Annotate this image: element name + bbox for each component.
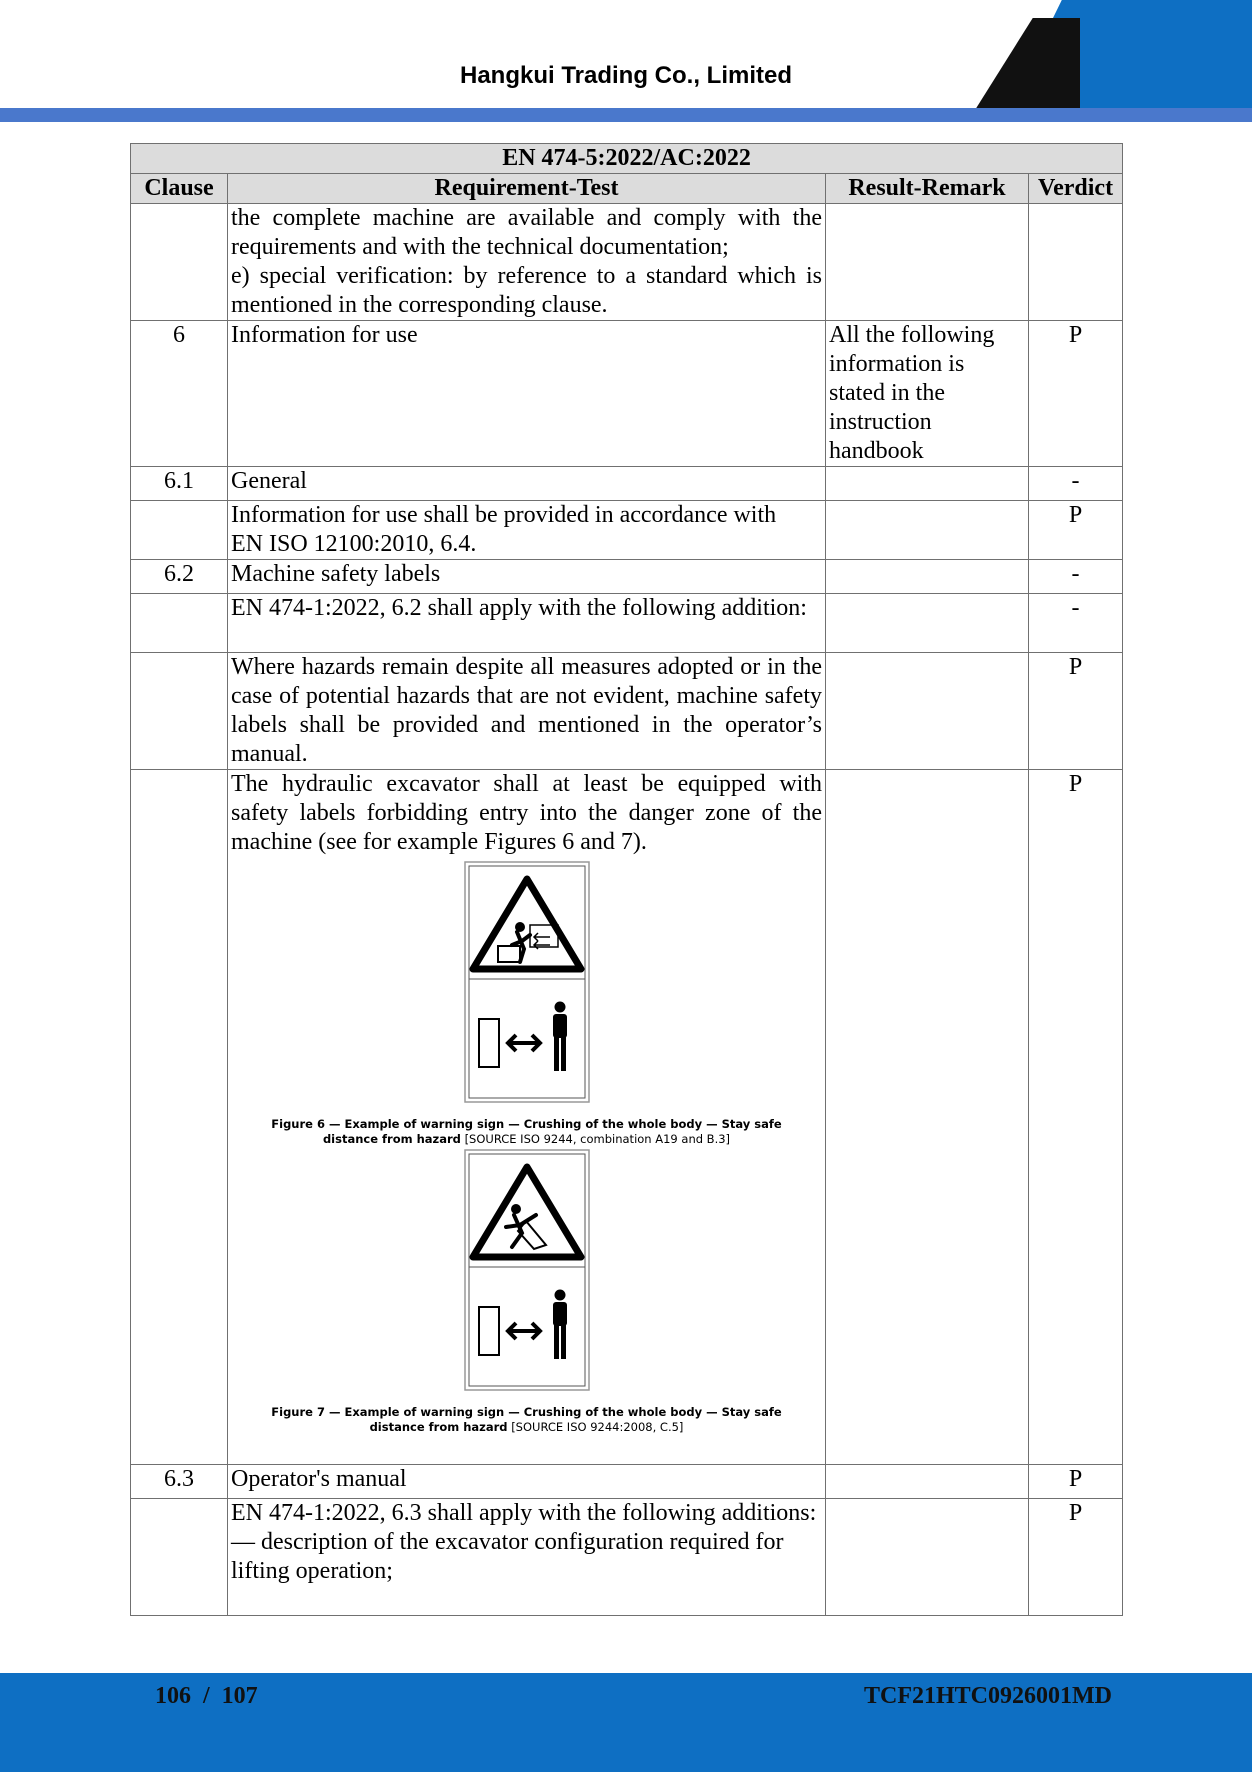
clause-cell bbox=[131, 501, 228, 560]
compliance-table bbox=[130, 143, 1123, 1616]
requirement-line: the complete machine are available and comply with the bbox=[231, 205, 822, 231]
requirement-cell bbox=[228, 501, 826, 560]
result-cell bbox=[826, 1499, 1029, 1616]
result-cell bbox=[826, 1465, 1029, 1499]
requirement-line: EN ISO 12100:2010, 6.4. bbox=[231, 531, 477, 557]
verdict-cell: P bbox=[1029, 1499, 1123, 1616]
result-cell bbox=[826, 560, 1029, 594]
clause-cell bbox=[131, 204, 228, 321]
result-cell bbox=[826, 594, 1029, 653]
verdict-cell: - bbox=[1029, 594, 1123, 653]
table-row bbox=[131, 321, 1123, 467]
figure-7-caption bbox=[247, 1405, 807, 1435]
clause-cell: 6.2 bbox=[131, 560, 228, 594]
clause-cell: 6 bbox=[131, 321, 228, 467]
result-cell bbox=[826, 770, 1029, 1465]
column-header-row bbox=[131, 174, 1123, 204]
verdict-cell: P bbox=[1029, 653, 1123, 770]
table-row bbox=[131, 1465, 1123, 1499]
figure-6-caption-title: Figure 6 — Example of warning sign — Crushing of the whole body — Stay safe distance from hazard bbox=[271, 1117, 782, 1146]
verdict-cell: - bbox=[1029, 560, 1123, 594]
warning-sign-crushing-figure-6 bbox=[464, 861, 590, 1103]
requirement-line: Information for use shall be provided in accordance with bbox=[231, 502, 777, 528]
standard-title: EN 474-5:2022/AC:2022 bbox=[131, 144, 1123, 174]
requirement-line: requirements and with the technical documentation; bbox=[231, 234, 729, 260]
figure-6-caption bbox=[247, 1117, 807, 1147]
requirement-line: — description of the excavator configuration required for lifting operation; bbox=[231, 1529, 784, 1584]
result-cell bbox=[826, 467, 1029, 501]
clause-cell: 6.3 bbox=[131, 1465, 228, 1499]
requirement-line: e) special verification: by reference to a standard which is bbox=[231, 263, 822, 289]
result-cell bbox=[826, 204, 1029, 321]
figure-6 bbox=[231, 861, 822, 1147]
table-row bbox=[131, 1499, 1123, 1616]
requirement-cell bbox=[228, 770, 826, 1465]
warning-sign-crushing-figure-7 bbox=[464, 1149, 590, 1391]
document-id: TCF21HTC0926001MD bbox=[864, 1683, 1112, 1709]
table-title-row bbox=[131, 144, 1123, 174]
requirement-text: The hydraulic excavator shall at least be equipped with safety labels forbidding entry into the danger zone of the machine (see for example Figures 6 and 7). bbox=[231, 771, 822, 855]
table-row bbox=[131, 501, 1123, 560]
table-row bbox=[131, 594, 1123, 653]
requirement-cell: Operator's manual bbox=[228, 1465, 826, 1499]
clause-cell bbox=[131, 653, 228, 770]
company-name: Hangkui Trading Co., Limited bbox=[459, 62, 792, 89]
clause-cell bbox=[131, 1499, 228, 1616]
requirement-header: Requirement-Test bbox=[228, 174, 826, 204]
verdict-cell: P bbox=[1029, 321, 1123, 467]
verdict-cell: P bbox=[1029, 1465, 1123, 1499]
requirement-cell: EN 474-1:2022, 6.2 shall apply with the following addition: bbox=[228, 594, 826, 653]
requirement-line: mentioned in the corresponding clause. bbox=[231, 292, 608, 318]
table-row bbox=[131, 653, 1123, 770]
figure-6-caption-source: [SOURCE ISO 9244, combination A19 and B.3] bbox=[464, 1132, 731, 1146]
requirement-cell bbox=[228, 1499, 826, 1616]
requirement-cell: Machine safety labels bbox=[228, 560, 826, 594]
result-header: Result-Remark bbox=[826, 174, 1029, 204]
table-row bbox=[131, 560, 1123, 594]
requirement-cell: General bbox=[228, 467, 826, 501]
requirement-cell bbox=[228, 204, 826, 321]
page-number: 106 / 107 bbox=[155, 1683, 258, 1709]
requirement-cell: Where hazards remain despite all measures adopted or in the case of potential hazards that are not evident, machine safety labels shall be provided and mentioned in the operator’s manual. bbox=[228, 653, 826, 770]
clause-cell bbox=[131, 594, 228, 653]
table-row bbox=[131, 770, 1123, 1465]
figure-7 bbox=[231, 1149, 822, 1435]
verdict-cell: - bbox=[1029, 467, 1123, 501]
clause-cell: 6.1 bbox=[131, 467, 228, 501]
requirement-cell: Information for use bbox=[228, 321, 826, 467]
figure-7-caption-title: Figure 7 — Example of warning sign — Crushing of the whole body — Stay safe distance from hazard bbox=[271, 1405, 782, 1434]
verdict-header: Verdict bbox=[1029, 174, 1123, 204]
result-cell: All the following information is stated in the instruction handbook bbox=[826, 321, 1029, 467]
header-stripe bbox=[0, 108, 1252, 122]
verdict-cell: P bbox=[1029, 501, 1123, 560]
clause-cell bbox=[131, 770, 228, 1465]
table-row bbox=[131, 467, 1123, 501]
result-cell bbox=[826, 501, 1029, 560]
figure-7-caption-source: [SOURCE ISO 9244:2008, C.5] bbox=[511, 1420, 684, 1434]
requirement-line: EN 474-1:2022, 6.3 shall apply with the following additions: bbox=[231, 1500, 817, 1526]
verdict-cell bbox=[1029, 204, 1123, 321]
result-cell bbox=[826, 653, 1029, 770]
table-row bbox=[131, 204, 1123, 321]
verdict-cell: P bbox=[1029, 770, 1123, 1465]
clause-header: Clause bbox=[131, 174, 228, 204]
